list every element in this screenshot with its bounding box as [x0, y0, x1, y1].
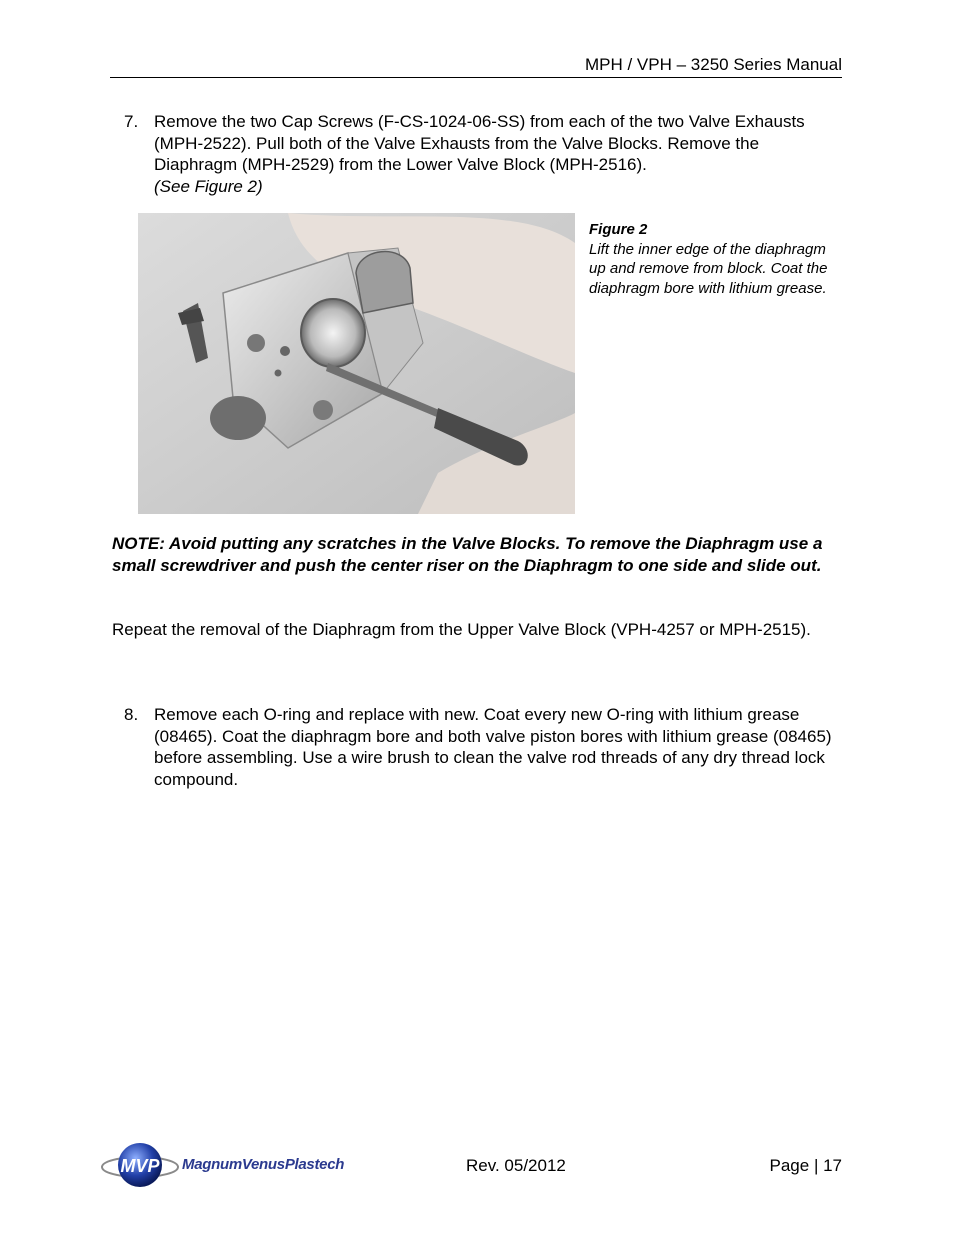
figure-caption-text: Lift the inner edge of the diaphragm up and remove from block. Coat the diaphragm bore with lithium grease.	[589, 240, 828, 297]
figure-reference: (See Figure 2)	[154, 176, 263, 196]
valve-block-photo	[138, 213, 575, 514]
note-warning: NOTE: Avoid putting any scratches in the Valve Blocks. To remove the Diaphragm use a small screwdriver and push the center riser on the Diaphragm to one side and slide out.	[112, 534, 823, 575]
step-text: Remove each O-ring and replace with new. Coat every new O-ring with lithium grease (08465). Coat the diaphragm bore and both valve piston bores with lithium grease (08465) before assembling. Use a wire brush to clean the valve rod threads of any dry thread lock compound.	[154, 705, 832, 789]
step-number: 8.	[124, 705, 139, 724]
step-text: Remove the two Cap Screws (F-CS-1024-06-SS) from each of the two Valve Exhausts (MPH-2522). Pull both of the Valve Exhausts from the Valve Blocks. Remove the Diaphragm (MPH-2529) from the Lower Valve Block (MPH-2516).	[154, 112, 805, 174]
step-number: 7.	[124, 112, 139, 131]
revision-date: Rev. 05/2012	[466, 1156, 566, 1175]
figure-caption	[589, 220, 839, 298]
page-header	[110, 55, 842, 78]
figure-title: Figure 2	[589, 221, 648, 238]
brand-name: MagnumVenusPlastech	[182, 1156, 345, 1173]
step-7	[124, 111, 844, 197]
mvp-logo-icon	[100, 1135, 180, 1195]
repeat-paragraph: Repeat the removal of the Diaphragm from the Upper Valve Block (VPH-4257 or MPH-2515).	[112, 620, 811, 639]
manual-title: MPH / VPH – 3250 Series Manual	[584, 55, 842, 74]
page-number: Page | 17	[769, 1156, 842, 1175]
step-8	[124, 704, 844, 790]
company-logo	[100, 1135, 390, 1195]
logo-text: MVP	[120, 1156, 160, 1176]
figure-2-photo	[138, 213, 575, 514]
